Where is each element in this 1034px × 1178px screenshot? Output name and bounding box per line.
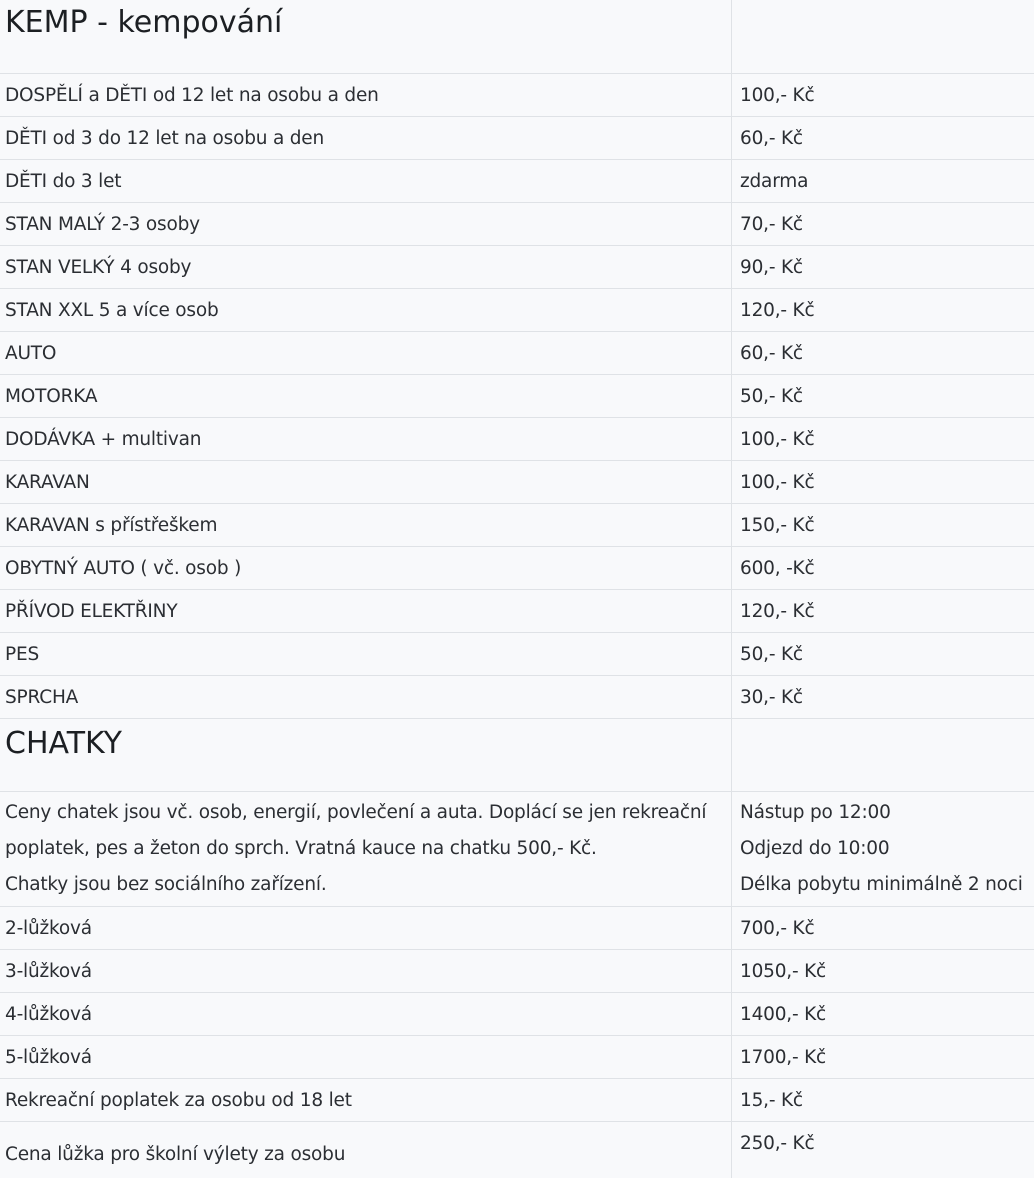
table-row [0, 202, 1034, 245]
table-row [0, 546, 1034, 589]
chatky-info-row [0, 791, 1034, 906]
row-price: 70,- Kč [740, 214, 803, 235]
row-price: 60,- Kč [740, 343, 803, 364]
row-price: 60,- Kč [740, 128, 803, 149]
row-price: 600, -Kč [740, 558, 815, 579]
row-price: 100,- Kč [740, 429, 815, 450]
row-label: PES [5, 644, 39, 665]
row-label: PŘÍVOD ELEKTŘINY [5, 601, 178, 622]
table-row [0, 460, 1034, 503]
table-row [0, 906, 1034, 949]
row-label: DĚTI do 3 let [5, 171, 122, 192]
row-label: AUTO [5, 343, 57, 364]
chatky-heading-row [0, 718, 1034, 791]
table-row [0, 331, 1034, 374]
table-row [0, 589, 1034, 632]
table-row [0, 949, 1034, 992]
row-label: STAN XXL 5 a více osob [5, 300, 219, 321]
row-price: 90,- Kč [740, 257, 803, 278]
row-label: DOSPĚLÍ a DĚTI od 12 let na osobu a den [5, 85, 379, 106]
info-line: Ceny chatek jsou vč. osob, energií, povlečení a auta. Doplácí se jen rekreační [5, 802, 707, 823]
row-price: 30,- Kč [740, 687, 803, 708]
table-row [0, 288, 1034, 331]
row-price: 150,- Kč [740, 515, 815, 536]
row-price: 1400,- Kč [740, 1004, 827, 1025]
info-line: Chatky jsou bez sociálního zařízení. [5, 874, 327, 895]
row-price: 50,- Kč [740, 644, 803, 665]
table-row [0, 1078, 1034, 1121]
row-price: 120,- Kč [740, 601, 815, 622]
table-row [0, 1121, 1034, 1178]
table-row [0, 1035, 1034, 1078]
row-label: Cena lůžka pro školní výlety za osobu [5, 1144, 346, 1165]
row-label: STAN MALÝ 2-3 osoby [5, 214, 200, 235]
row-price: 50,- Kč [740, 386, 803, 407]
row-label: 2-lůžková [5, 918, 92, 939]
row-label: OBYTNÝ AUTO ( vč. osob ) [5, 558, 242, 579]
kemp-title: KEMP - kempování [5, 5, 283, 40]
table-row [0, 503, 1034, 546]
row-label: 3-lůžková [5, 961, 92, 982]
row-price: 15,- Kč [740, 1090, 803, 1111]
table-row [0, 632, 1034, 675]
table-row [0, 116, 1034, 159]
terms-line: Délka pobytu minimálně 2 noci [740, 874, 1023, 895]
row-label: STAN VELKÝ 4 osoby [5, 257, 192, 278]
row-price: 120,- Kč [740, 300, 815, 321]
table-row [0, 245, 1034, 288]
row-label: DODÁVKA + multivan [5, 429, 202, 450]
table-row [0, 675, 1034, 718]
table-row [0, 992, 1034, 1035]
row-label: 4-lůžková [5, 1004, 92, 1025]
chatky-title: CHATKY [5, 726, 122, 761]
row-label: MOTORKA [5, 386, 98, 407]
row-label: DĚTI od 3 do 12 let na osobu a den [5, 128, 325, 149]
row-label: KARAVAN s přístřeškem [5, 515, 218, 536]
terms-line: Odjezd do 10:00 [740, 838, 890, 859]
row-label: KARAVAN [5, 472, 90, 493]
row-price: 1700,- Kč [740, 1047, 827, 1068]
row-price: 100,- Kč [740, 85, 815, 106]
table-row [0, 374, 1034, 417]
row-price: 250,- Kč [740, 1133, 815, 1154]
kemp-heading-row [0, 0, 1034, 73]
table-row [0, 73, 1034, 116]
row-label: SPRCHA [5, 687, 79, 708]
table-row [0, 159, 1034, 202]
terms-line: Nástup po 12:00 [740, 802, 891, 823]
info-line: poplatek, pes a žeton do sprch. Vratná kauce na chatku 500,- Kč. [5, 838, 597, 859]
row-price: zdarma [740, 171, 809, 192]
row-price: 700,- Kč [740, 918, 815, 939]
row-label: 5-lůžková [5, 1047, 92, 1068]
row-price: 100,- Kč [740, 472, 815, 493]
row-label: Rekreační poplatek za osobu od 18 let [5, 1090, 352, 1111]
table-row [0, 417, 1034, 460]
row-price: 1050,- Kč [740, 961, 827, 982]
